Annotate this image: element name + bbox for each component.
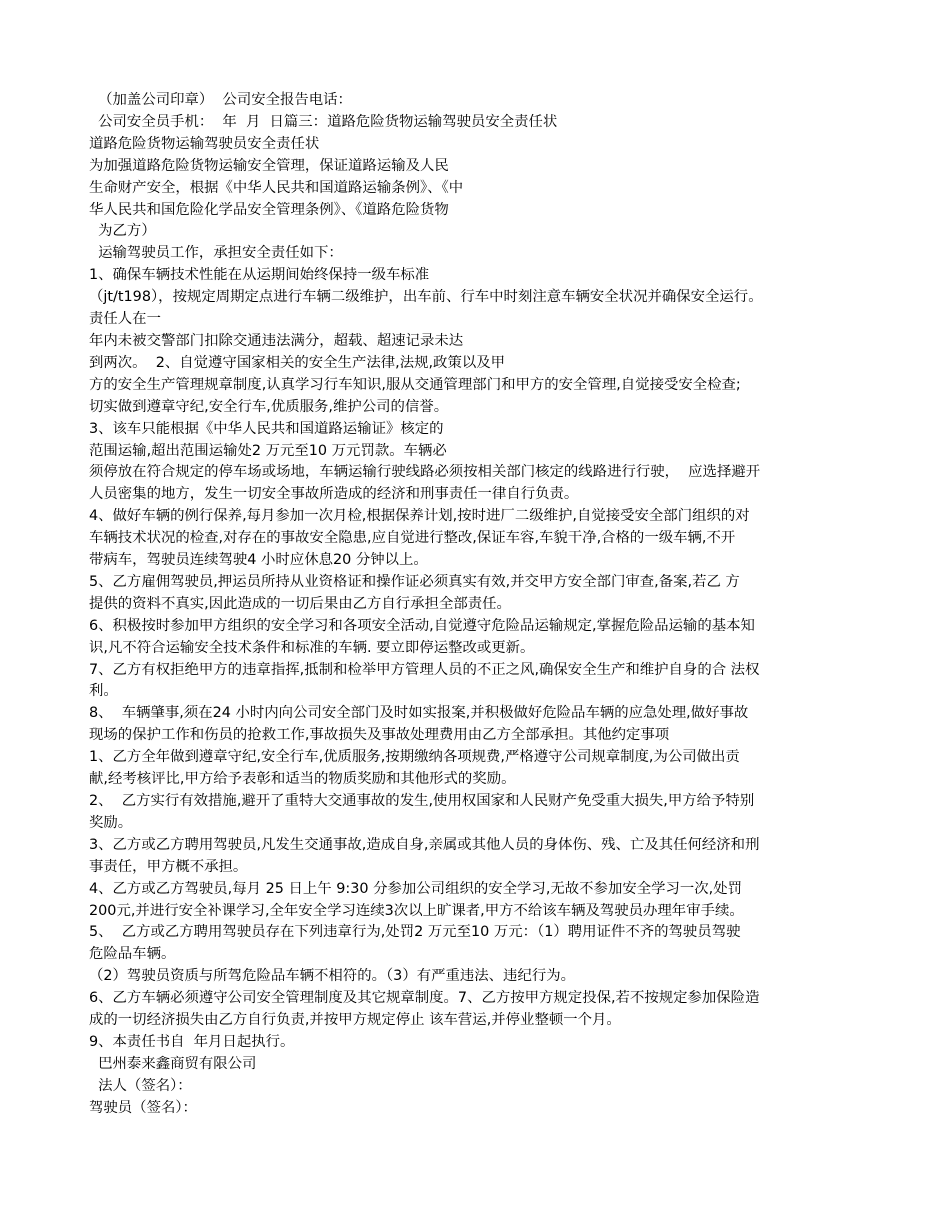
text-line: 奖励。 (89, 814, 133, 831)
text-line: 巴州泰来鑫商贸有限公司 (89, 1055, 257, 1072)
text-line: 识,凡不符合运输安全技术条件和标准的车辆. 要立即停运整改或更新。 (89, 639, 535, 656)
text-line: 5、乙方雇佣驾驶员,押运员所持从业资格证和操作证必须真实有效,并交甲方安全部门审查,备案,若乙 方 (89, 573, 740, 590)
text-line: 切实做到遵章守纪,安全行车,优质服务,维护公司的信誉。 (89, 398, 449, 415)
text-line: （jt/t198），按规定周期定点进行车辆二级维护，出车前、行车中时刻注意车辆安全状况并确保安全运行。 (89, 289, 763, 306)
text-line: 6、乙方车辆必须遵守公司安全管理制度及其它规章制度。7、乙方按甲方规定投保,若不按规定参加保险造 (89, 990, 760, 1007)
text-line: 提供的资料不真实,因此造成的一切后果由乙方自行承担全部责任。 (89, 595, 511, 612)
text-line: 8、 车辆肇事,须在24 小时内向公司安全部门及时如实报案,并积极做好危险品车辆的应急处理,做好事故 (89, 705, 749, 722)
text-line: 事责任，甲方概不承担。 (89, 858, 248, 875)
text-line: 法人（签名）： (89, 1077, 192, 1094)
text-line: 人员密集的地方，发生一切安全事故所造成的经济和刑事责任一律自行负责。 (89, 486, 579, 503)
text-line: 成的一切经济损失由乙方自行负责,并按甲方规定停止 该车营运,并停业整顿一个月。 (89, 1012, 621, 1029)
text-line: 现场的保护工作和伤员的抢救工作,事故损失及事故处理费用由乙方全部承担。其他约定事项 (89, 727, 670, 744)
text-line: 道路危险货物运输驾驶员安全责任状 (89, 135, 320, 152)
text-line: 200元,并进行安全补课学习,全年安全学习连续3次以上旷课者,甲方不给该车辆及驾驶员办理年审手续。 (89, 902, 744, 919)
text-line: 运输驾驶员工作，承担安全责任如下： (89, 245, 343, 262)
text-line: 年内未被交警部门扣除交通违法满分，超载、超速记录未达 (89, 332, 464, 349)
text-line: （加盖公司印章） 公司安全报告电话： (89, 92, 352, 108)
text-line: 责任人在一 (89, 311, 161, 328)
text-line: 到两次。 2、自觉遵守国家相关的安全生产法律,法规,政策以及甲 (89, 354, 506, 371)
text-line: （2）驾驶员资质与所驾危险品车辆不相符的。（3）有严重违法、违纪行为。 (89, 968, 576, 985)
text-line: 生命财产安全，根据《中华人民共和国道路运输条例》、《中 (89, 179, 464, 196)
text-line: 方的安全生产管理规章制度,认真学习行车知识,服从交通管理部门和甲方的安全管理,自觉接受安全检查; (89, 376, 741, 393)
text-line: 3、乙方或乙方聘用驾驶员,凡发生交通事故,造成自身,亲属或其他人员的身体伤、残、亡及其任何经济和刑 (89, 836, 760, 853)
text-line: 驾驶员（签名）： (89, 1099, 197, 1116)
text-line: 公司安全员手机： 年 月 日篇三：道路危险货物运输驾驶员安全责任状 (89, 113, 558, 130)
text-line: 3、该车只能根据《中华人民共和国道路运输证》核定的 (89, 420, 444, 437)
text-line: 7、乙方有权拒绝甲方的违章指挥,抵制和检举甲方管理人员的不正之风,确保安全生产和维护自身的合 法权 (89, 661, 760, 678)
text-line: 6、积极按时参加甲方组织的安全学习和各项安全活动,自觉遵守危险品运输规定,掌握危险品运输的基本知 (89, 617, 755, 634)
text-line: 4、做好车辆的例行保养,每月参加一次月检,根据保养计划,按时进厂二级维护,自觉接受安全部门组织的对 (89, 508, 750, 525)
text-line: 为乙方） (89, 223, 156, 240)
text-line: 2、 乙方实行有效措施,避开了重特大交通事故的发生,使用权国家和人民财产免受重大损失,甲方给予特别 (89, 793, 755, 809)
text-line: 须停放在符合规定的停车场或场地，车辆运输行驶线路必须按相关部门核定的线路进行行驶， 应选择避开 (89, 464, 761, 481)
text-line: 华人民共和国危险化学品安全管理条例》、《道路危险货物 (89, 201, 449, 218)
text-line: 为加强道路危险货物运输安全管理，保证道路运输及人民 (89, 157, 449, 174)
text-line: 9、本责任书自 年月日起执行。 (89, 1033, 295, 1050)
text-line: 献,经考核评比,甲方给予表彰和适当的物质奖励和其他形式的奖励。 (89, 771, 516, 788)
text-line: 1、乙方全年做到遵章守纪,安全行车,优质服务,按期缴纳各项规费,严格遵守公司规章制度,为公司做出贡 (89, 749, 740, 766)
text-line: 带病车，驾驶员连续驾驶4 小时应休息20 分钟以上。 (89, 552, 428, 569)
text-line: 范围运输,超出范围运输处2 万元至10 万元罚款。车辆必 (89, 442, 447, 459)
text-line: 车辆技术状况的检查,对存在的事故安全隐患,应自觉进行整改,保证车容,车貌干净,合格的一级车辆,不开 (89, 530, 736, 547)
text-line: 1、确保车辆技术性能在从运期间始终保持一级车标准 (89, 267, 430, 284)
text-line: 4、乙方或乙方驾驶员,每月 25 日上午 9:30 分参加公司组织的安全学习,无故不参加安全学习一次,处罚 (89, 880, 743, 897)
text-line: 5、 乙方或乙方聘用驾驶员存在下列违章行为,处罚2 万元至10 万元：（1）聘用证件不齐的驾驶员驾驶 (89, 924, 741, 941)
text-line: 危险品车辆。 (89, 946, 176, 963)
text-line: 利。 (89, 683, 118, 700)
